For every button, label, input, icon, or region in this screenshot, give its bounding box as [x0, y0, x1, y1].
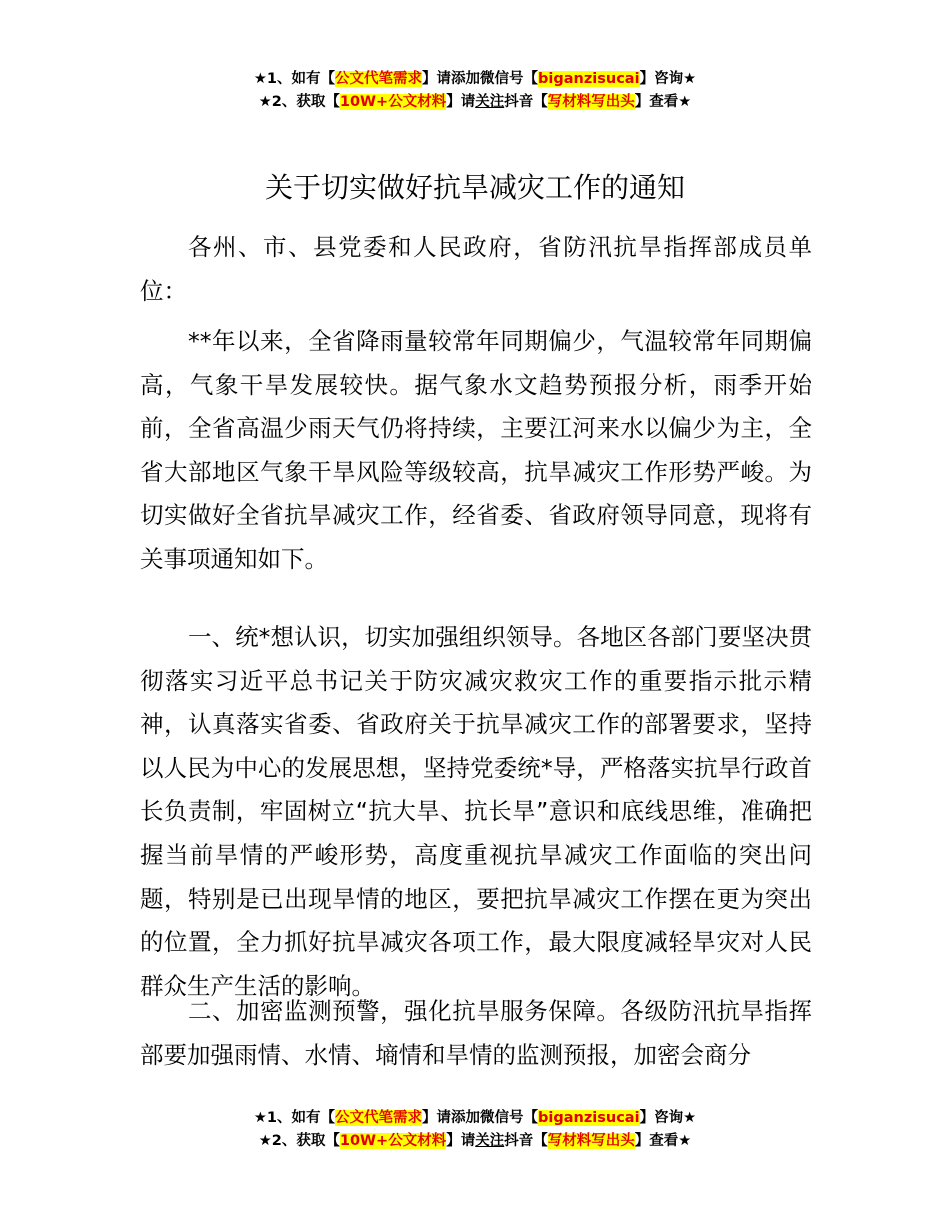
- promo-text: 】查看★: [634, 94, 692, 110]
- promo-banner-top: [0, 68, 950, 114]
- promo-highlight: 公文代笔需求: [335, 1110, 423, 1126]
- promo-text: ★2、获取【: [258, 94, 340, 110]
- promo-line-1: [0, 1107, 950, 1130]
- promo-line-2: [0, 1130, 950, 1153]
- document-title: 关于切实做好抗旱减灾工作的通知: [264, 171, 685, 204]
- promo-line-2: [0, 91, 950, 114]
- promo-line-1: [0, 68, 950, 91]
- promo-text: 】咨询★: [639, 71, 697, 87]
- salutation: 各州、市、县党委和人民政府，省防汛抗旱指挥部成员单位：: [140, 233, 812, 305]
- promo-text: 】请: [446, 94, 476, 110]
- wechat-id-highlight: biganzisucai: [538, 1110, 640, 1126]
- paragraph: **年以来，全省降雨量较常年同期偏少，气温较常年同期偏高，气象干旱发展较快。据气象水文趋势预报分析，雨季开始前，全省高温少雨天气仍将持续，主要江河来水以偏少为主，全省大部地区气象干旱风险等级较高，抗旱减灾工作形势严峻。为切实做好全省抗旱减灾工作，经省委、省政府领导同意，现将有关事项通知如下。: [140, 327, 812, 573]
- promo-highlight: 10W+公文材料: [339, 94, 447, 110]
- paragraph-block-1: [140, 320, 812, 582]
- promo-highlight: 写材料写出头: [547, 1133, 635, 1149]
- promo-text: 】查看★: [634, 1133, 692, 1149]
- promo-text: 】请添加微信号【: [422, 1110, 539, 1126]
- promo-highlight: 写材料写出头: [547, 94, 635, 110]
- promo-underlined: 关注: [475, 1133, 505, 1149]
- paragraph: 二、加密监测预警，强化抗旱服务保障。各级防汛抗旱指挥部要加强雨情、水情、墒情和旱情的监测预报，加密会商分: [140, 997, 812, 1069]
- promo-underlined: 关注: [475, 94, 505, 110]
- paragraph-block-3: [140, 990, 812, 1078]
- promo-text: 】请: [446, 1133, 476, 1149]
- promo-text: 】请添加微信号【: [422, 71, 539, 87]
- paragraph-block-2: [140, 616, 812, 1008]
- promo-text: 】咨询★: [639, 1110, 697, 1126]
- salutation-block: [140, 226, 812, 313]
- promo-text: 抖音【: [504, 94, 548, 110]
- promo-highlight: 10W+公文材料: [339, 1133, 447, 1149]
- promo-text: ★1、如有【: [253, 71, 336, 87]
- promo-text: 抖音【: [504, 1133, 548, 1149]
- paragraph: 一、统*想认识，切实加强组织领导。各地区各部门要坚决贯彻落实习近平总书记关于防灾减灾救灾工作的重要指示批示精神，认真落实省委、省政府关于抗旱减灾工作的部署要求，坚持以人民为中心的发展思想，坚持党委统*导，严格落实抗旱行政首长负责制，牢固树立“抗大旱、抗长旱”意识和底线思维，准确把握当前旱情的严峻形势，高度重视抗旱减灾工作面临的突出问题，特别是已出现旱情的地区，要把抗旱减灾工作摆在更为突出的位置，全力抓好抗旱减灾各项工作，最大限度减轻旱灾对人民群众生产生活的影响。: [140, 623, 812, 1000]
- promo-banner-bottom: [0, 1107, 950, 1153]
- promo-highlight: 公文代笔需求: [335, 71, 423, 87]
- promo-text: ★1、如有【: [253, 1110, 336, 1126]
- wechat-id-highlight: biganzisucai: [538, 71, 640, 87]
- promo-text: ★2、获取【: [258, 1133, 340, 1149]
